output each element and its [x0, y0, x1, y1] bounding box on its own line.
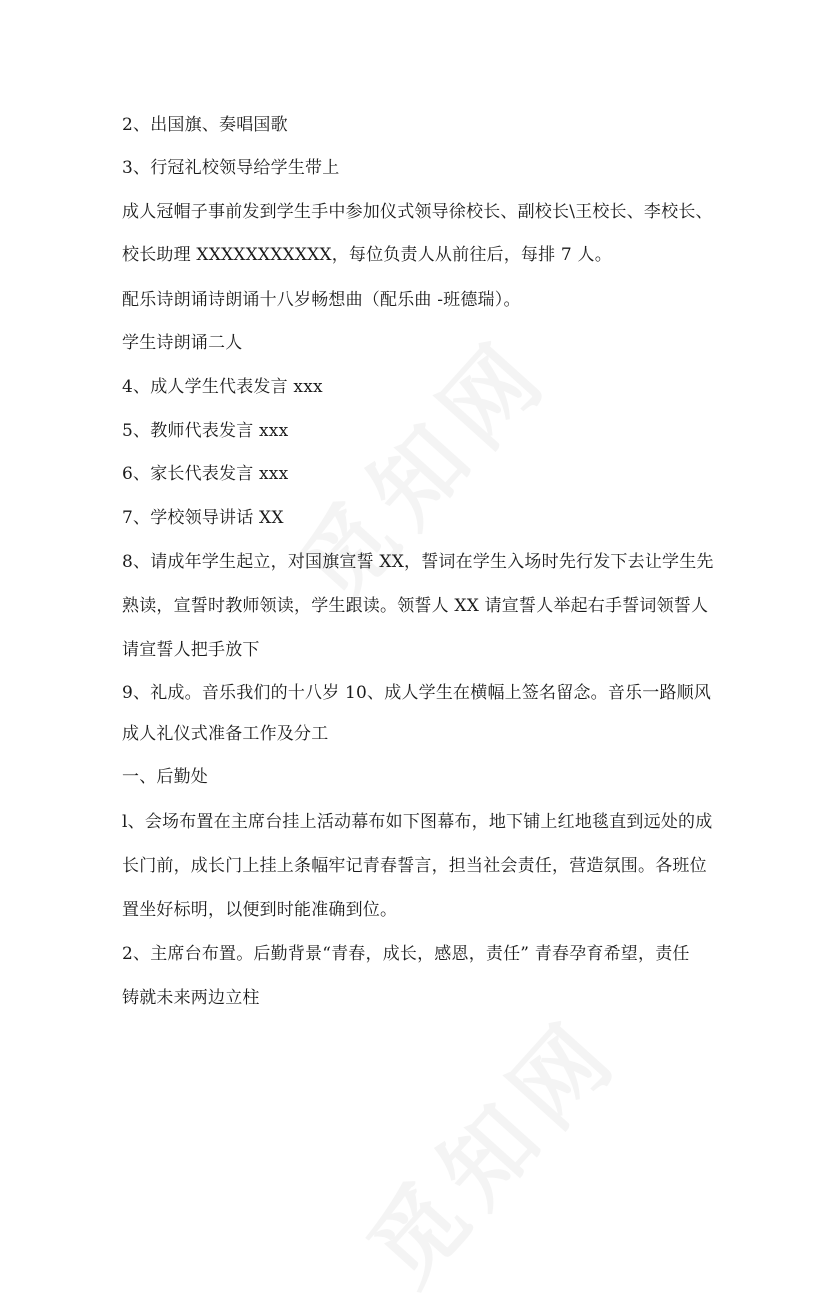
text-line: 校长助理 XXXXXXXXXXX，每位负责人从前往后，每排 7 人。 — [122, 245, 612, 265]
text-line: 配乐诗朗诵诗朗诵十八岁畅想曲（配乐曲 -班德瑞）。 — [122, 290, 521, 310]
text-line: 熟读，宣誓时教师领读，学生跟读。领誓人 XX 请宣誓人举起右手誓词领誓人 — [122, 596, 709, 616]
text-line: 8、请成年学生起立，对国旗宣誓 XX，誓词在学生入场时先行发下去让学生先 — [122, 552, 714, 572]
text-line: 2、主席台布置。后勤背景“青春，成长，感恩，责任” 青春孕育希望，责任 — [122, 944, 690, 964]
watermark — [264, 304, 575, 629]
text-line: 3、行冠礼校领导给学生带上 — [122, 158, 340, 178]
text-line: l、会场布置在主席台挂上活动幕布如下图幕布，地下铺上红地毯直到远处的成 — [122, 812, 713, 832]
watermark — [334, 984, 645, 1308]
text-line: 请宣誓人把手放下 — [122, 640, 260, 660]
text-line: 4、成人学生代表发言 xxx — [122, 377, 323, 397]
text-line: 铸就未来两边立柱 — [122, 988, 260, 1008]
text-line: 成人冠帽子事前发到学生手中参加仪式领导徐校长、副校长\王校长、李校长、 — [122, 202, 713, 222]
text-line: 9、礼成。音乐我们的十八岁 10、成人学生在横幅上签名留念。音乐一路顺风 — [122, 683, 712, 703]
text-line: 成人礼仪式准备工作及分工 — [122, 724, 329, 744]
text-line: 6、家长代表发言 xxx — [122, 464, 289, 484]
text-line: 5、教师代表发言 xxx — [122, 421, 289, 441]
text-line: 2、出国旗、奏唱国歌 — [122, 115, 288, 135]
text-line: 7、学校领导讲话 XX — [122, 508, 284, 528]
text-line: 学生诗朗诵二人 — [122, 333, 243, 353]
text-line: 置坐好标明，以便到时能准确到位。 — [122, 900, 398, 920]
text-line: 一、后勤处 — [122, 767, 208, 787]
text-line: 长门前，成长门上挂上条幅牢记青春誓言，担当社会责任，营造氛围。各班位 — [122, 856, 707, 876]
